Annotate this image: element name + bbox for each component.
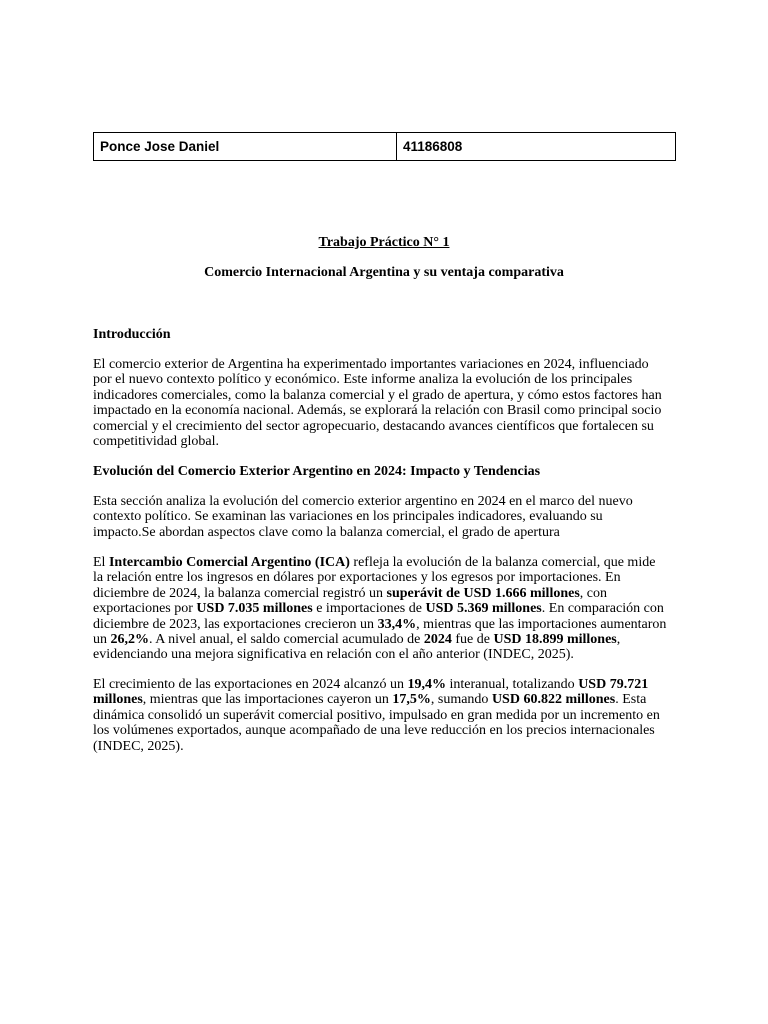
text-run: . En comparación con (541, 601, 664, 617)
text-run: , sumando (430, 692, 492, 708)
text-run: refleja la evolución de la balanza comercial, que mide (349, 555, 656, 570)
text-run: , con (579, 585, 608, 601)
student-name-cell: Ponce Jose Daniel (94, 133, 397, 161)
text-run: fue de (451, 632, 494, 648)
bold-run: USD 7.035 millones (196, 601, 313, 617)
bold-run: USD 18.899 millones (493, 632, 617, 648)
bold-run: USD 5.369 millones (425, 601, 542, 617)
text-line: competitividad global. (93, 434, 219, 450)
text-run: evidenciando una mejora significativa en relación con el año anterior (INDEC, 2025). (93, 647, 574, 663)
text-run: . Esta (615, 692, 647, 708)
text-line: El comercio exterior de Argentina ha experimentado importantes variaciones en 2024, influenciado (93, 357, 649, 372)
bold-run: USD 79.721 (578, 677, 649, 692)
evolution-paragraph (93, 494, 678, 540)
text-line: indicadores comerciales, como la balanza comercial y el grado de apertura, y cómo estos factores han (93, 387, 662, 403)
bold-run: Intercambio Comercial Argentino (ICA) (108, 555, 350, 570)
text-line: Esta sección analiza la evolución del comercio exterior argentino en 2024 en el marco del nuevo (93, 494, 633, 509)
text-run: los volúmenes exportados, aunque acompañado de una leve reducción en los precios internacionales (93, 723, 655, 739)
text-run: diciembre de 2023, las exportaciones crecieron un (93, 616, 378, 632)
bold-run: 19,4% (407, 677, 446, 692)
text-line: impactado en la economía nacional. Además, se explorará la relación con Brasil como principal socio (93, 403, 662, 419)
bold-run: millones (93, 692, 143, 708)
text-run: e importaciones de (312, 601, 426, 617)
text-run: El crecimiento de las exportaciones en 2024 alcanzó un (93, 677, 408, 692)
bold-run: superávit de USD 1.666 millones (386, 585, 580, 601)
text-run: dinámica consolidó un superávit comercial positivo, impulsado en gran medida por un incremento en (93, 707, 660, 723)
text-run: El (93, 555, 109, 570)
text-run: un (93, 632, 111, 648)
document-subtitle: Comercio Internacional Argentina y su ventaja comparativa (204, 265, 564, 280)
ica-paragraph (93, 555, 678, 663)
text-run: . A nivel anual, el saldo comercial acumulado de (149, 632, 424, 648)
bold-run: 2024 (423, 632, 452, 648)
bold-run: USD 60.822 millones (491, 692, 616, 708)
introduction-heading: Introducción (93, 327, 171, 342)
bold-run: 17,5% (392, 692, 431, 708)
student-info-row (94, 133, 676, 161)
text-run: , (616, 632, 621, 648)
student-info-table (93, 132, 676, 161)
text-run: interanual, totalizando (446, 677, 579, 692)
text-run: la relación entre los ingresos en dólares por exportaciones y los egresos por importaciones. En (93, 570, 621, 586)
text-run: , mientras que las importaciones aumentaron (416, 616, 667, 632)
growth-paragraph (93, 677, 678, 754)
bold-run: 33,4% (377, 616, 417, 632)
text-run: (INDEC, 2025). (93, 738, 184, 754)
evolution-heading: Evolución del Comercio Exterior Argentino en 2024: Impacto y Tendencias (93, 464, 541, 479)
text-run: diciembre de 2024, la balanza comercial registró un (93, 585, 387, 601)
text-run: , mientras que las importaciones cayeron un (142, 692, 393, 708)
document-title: Trabajo Práctico N° 1 (318, 235, 450, 250)
introduction-paragraph (93, 357, 678, 449)
text-line: impacto.Se abordan aspectos clave como la balanza comercial, el grado de apertura (93, 524, 560, 540)
text-line: por el nuevo contexto político y económico. Este informe analiza la evolución de los principales (93, 372, 633, 388)
bold-run: 26,2% (110, 632, 149, 648)
student-id-cell: 41186808 (397, 133, 676, 161)
text-line: comercial y el crecimiento del sector agropecuario, destacando avances científicos que fortalecen su (93, 418, 654, 434)
text-line: contexto político. Se examinan las variaciones en los principales indicadores, evaluando su (93, 509, 603, 525)
text-run: exportaciones por (93, 601, 197, 617)
